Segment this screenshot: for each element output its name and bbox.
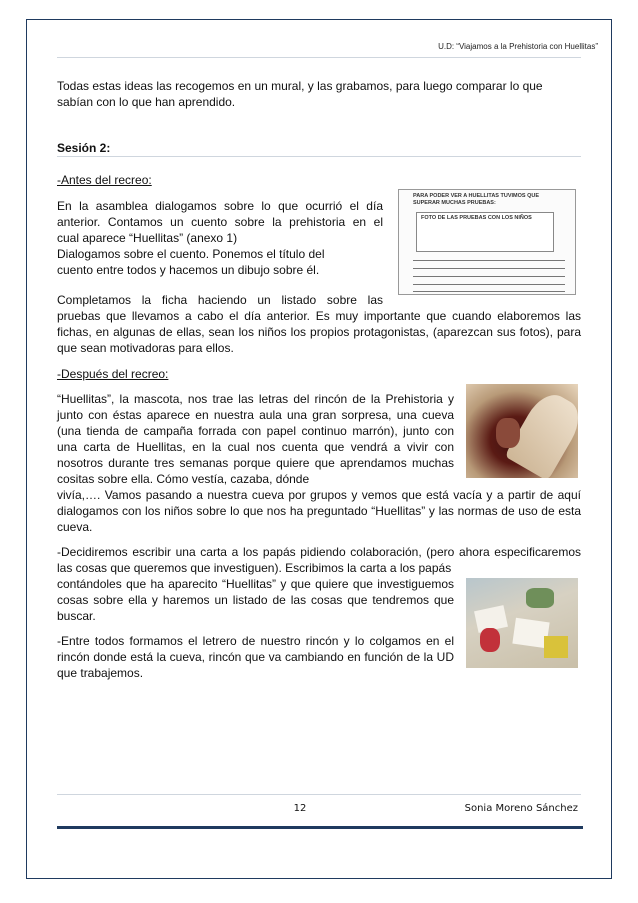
page-number: 12 <box>293 803 307 814</box>
text-line: Dialogamos sobre el cuento. Ponemos el título del <box>57 247 325 261</box>
worksheet-title: PARA PODER VER A HUELLITAS TUVIMOS QUE SUPERAR MUCHAS PRUEBAS: <box>413 193 539 206</box>
cave-photo <box>466 384 578 478</box>
text-block: pruebas que llevamos a cabo el día anterior. Es muy importante que cuando elaboremos las fichas, en algunas de ellas, sean los niños los propios protagonistas, (aparezcan sus fotos), para que sean motivadoras para ellos. <box>57 309 581 355</box>
worksheet-line <box>413 276 565 277</box>
text-line: En la asamblea dialogamos sobre lo que ocurrió el día <box>57 199 383 213</box>
worksheet-figure <box>398 189 576 295</box>
photo-detail <box>526 588 554 608</box>
intro-paragraph: Todas estas ideas las recogemos en un mural, y las grabamos, para luego comparar lo que sabían con lo que han aprendido. <box>57 79 543 109</box>
worksheet-line <box>413 284 565 285</box>
text-line: cual aparece “Huellitas” (anexo 1) <box>57 231 238 245</box>
worksheet-line <box>413 260 565 261</box>
photo-detail <box>480 628 500 652</box>
sign-paragraph: -Entre todos formamos el letrero de nuestro rincón y lo colgamos en el rincón donde está la cueva, rincón que va cambiando en función de la UD que trabajemos. <box>57 634 454 680</box>
cave-paragraph-continued: vivía,…. Vamos pasando a nuestra cueva por grupos y vemos que está vacía y a partir de aquí dialogamos con los niños sobre lo que nos ha preguntado “Huellitas” y las normas de uso de esta cueva. <box>57 488 581 534</box>
text-line: anterior. Contamos un cuento sobre la prehistoria en el <box>57 215 383 229</box>
worksheet-photo-label: FOTO DE LAS PRUEBAS CON LOS NIÑOS <box>421 215 532 221</box>
letter-paragraph: -Decidiremos escribir una carta a los papás pidiendo colaboración, (pero ahora especificaremos las cosas que queremos que investiguen). Escribimos la carta a los papás <box>57 545 581 575</box>
worksheet-photo-box <box>416 212 554 252</box>
photo-detail <box>544 636 568 658</box>
letter-paragraph-continued: contándoles que ha aparecito “Huellitas” y que quiere que investiguemos cosas sobre ella y haremos un listado de las cosas que tendremos que buscar. <box>57 577 454 623</box>
cave-paragraph: “Huellitas”, la mascota, nos trae las letras del rincón de la Prehistoria y junto con éstas aparece en nuestra aula una gran sorpresa, una cueva (una tienda de campaña forrada con papel continuo marrón), junto con una carta de Huellitas, en la cual nos cuenta que vendrá a vivir con nosotros durante tres semanas porque quiere que aprendamos muchas cositas sobre ella. Cómo vestía, cazaba, dónde <box>57 392 454 486</box>
header-divider <box>57 57 581 58</box>
session-title: Sesión 2: <box>57 141 111 155</box>
classroom-photo <box>466 578 578 668</box>
author-name: Sonia Moreno Sánchez <box>464 803 578 814</box>
worksheet-line <box>413 268 565 269</box>
text-line: Completamos la ficha haciendo un listado sobre las <box>57 293 383 307</box>
footer-divider <box>57 794 581 795</box>
running-header: U.D: “Viajamos a la Prehistoria con Huellitas” <box>438 42 598 51</box>
child-figure <box>496 418 520 448</box>
worksheet-line <box>413 291 565 292</box>
footer-bar <box>57 826 583 829</box>
before-recess-title: -Antes del recreo: <box>57 173 152 187</box>
text-line: cuento entre todos y hacemos un dibujo sobre él. <box>57 263 320 277</box>
section-divider <box>57 156 581 157</box>
after-recess-title: -Después del recreo: <box>57 367 169 381</box>
